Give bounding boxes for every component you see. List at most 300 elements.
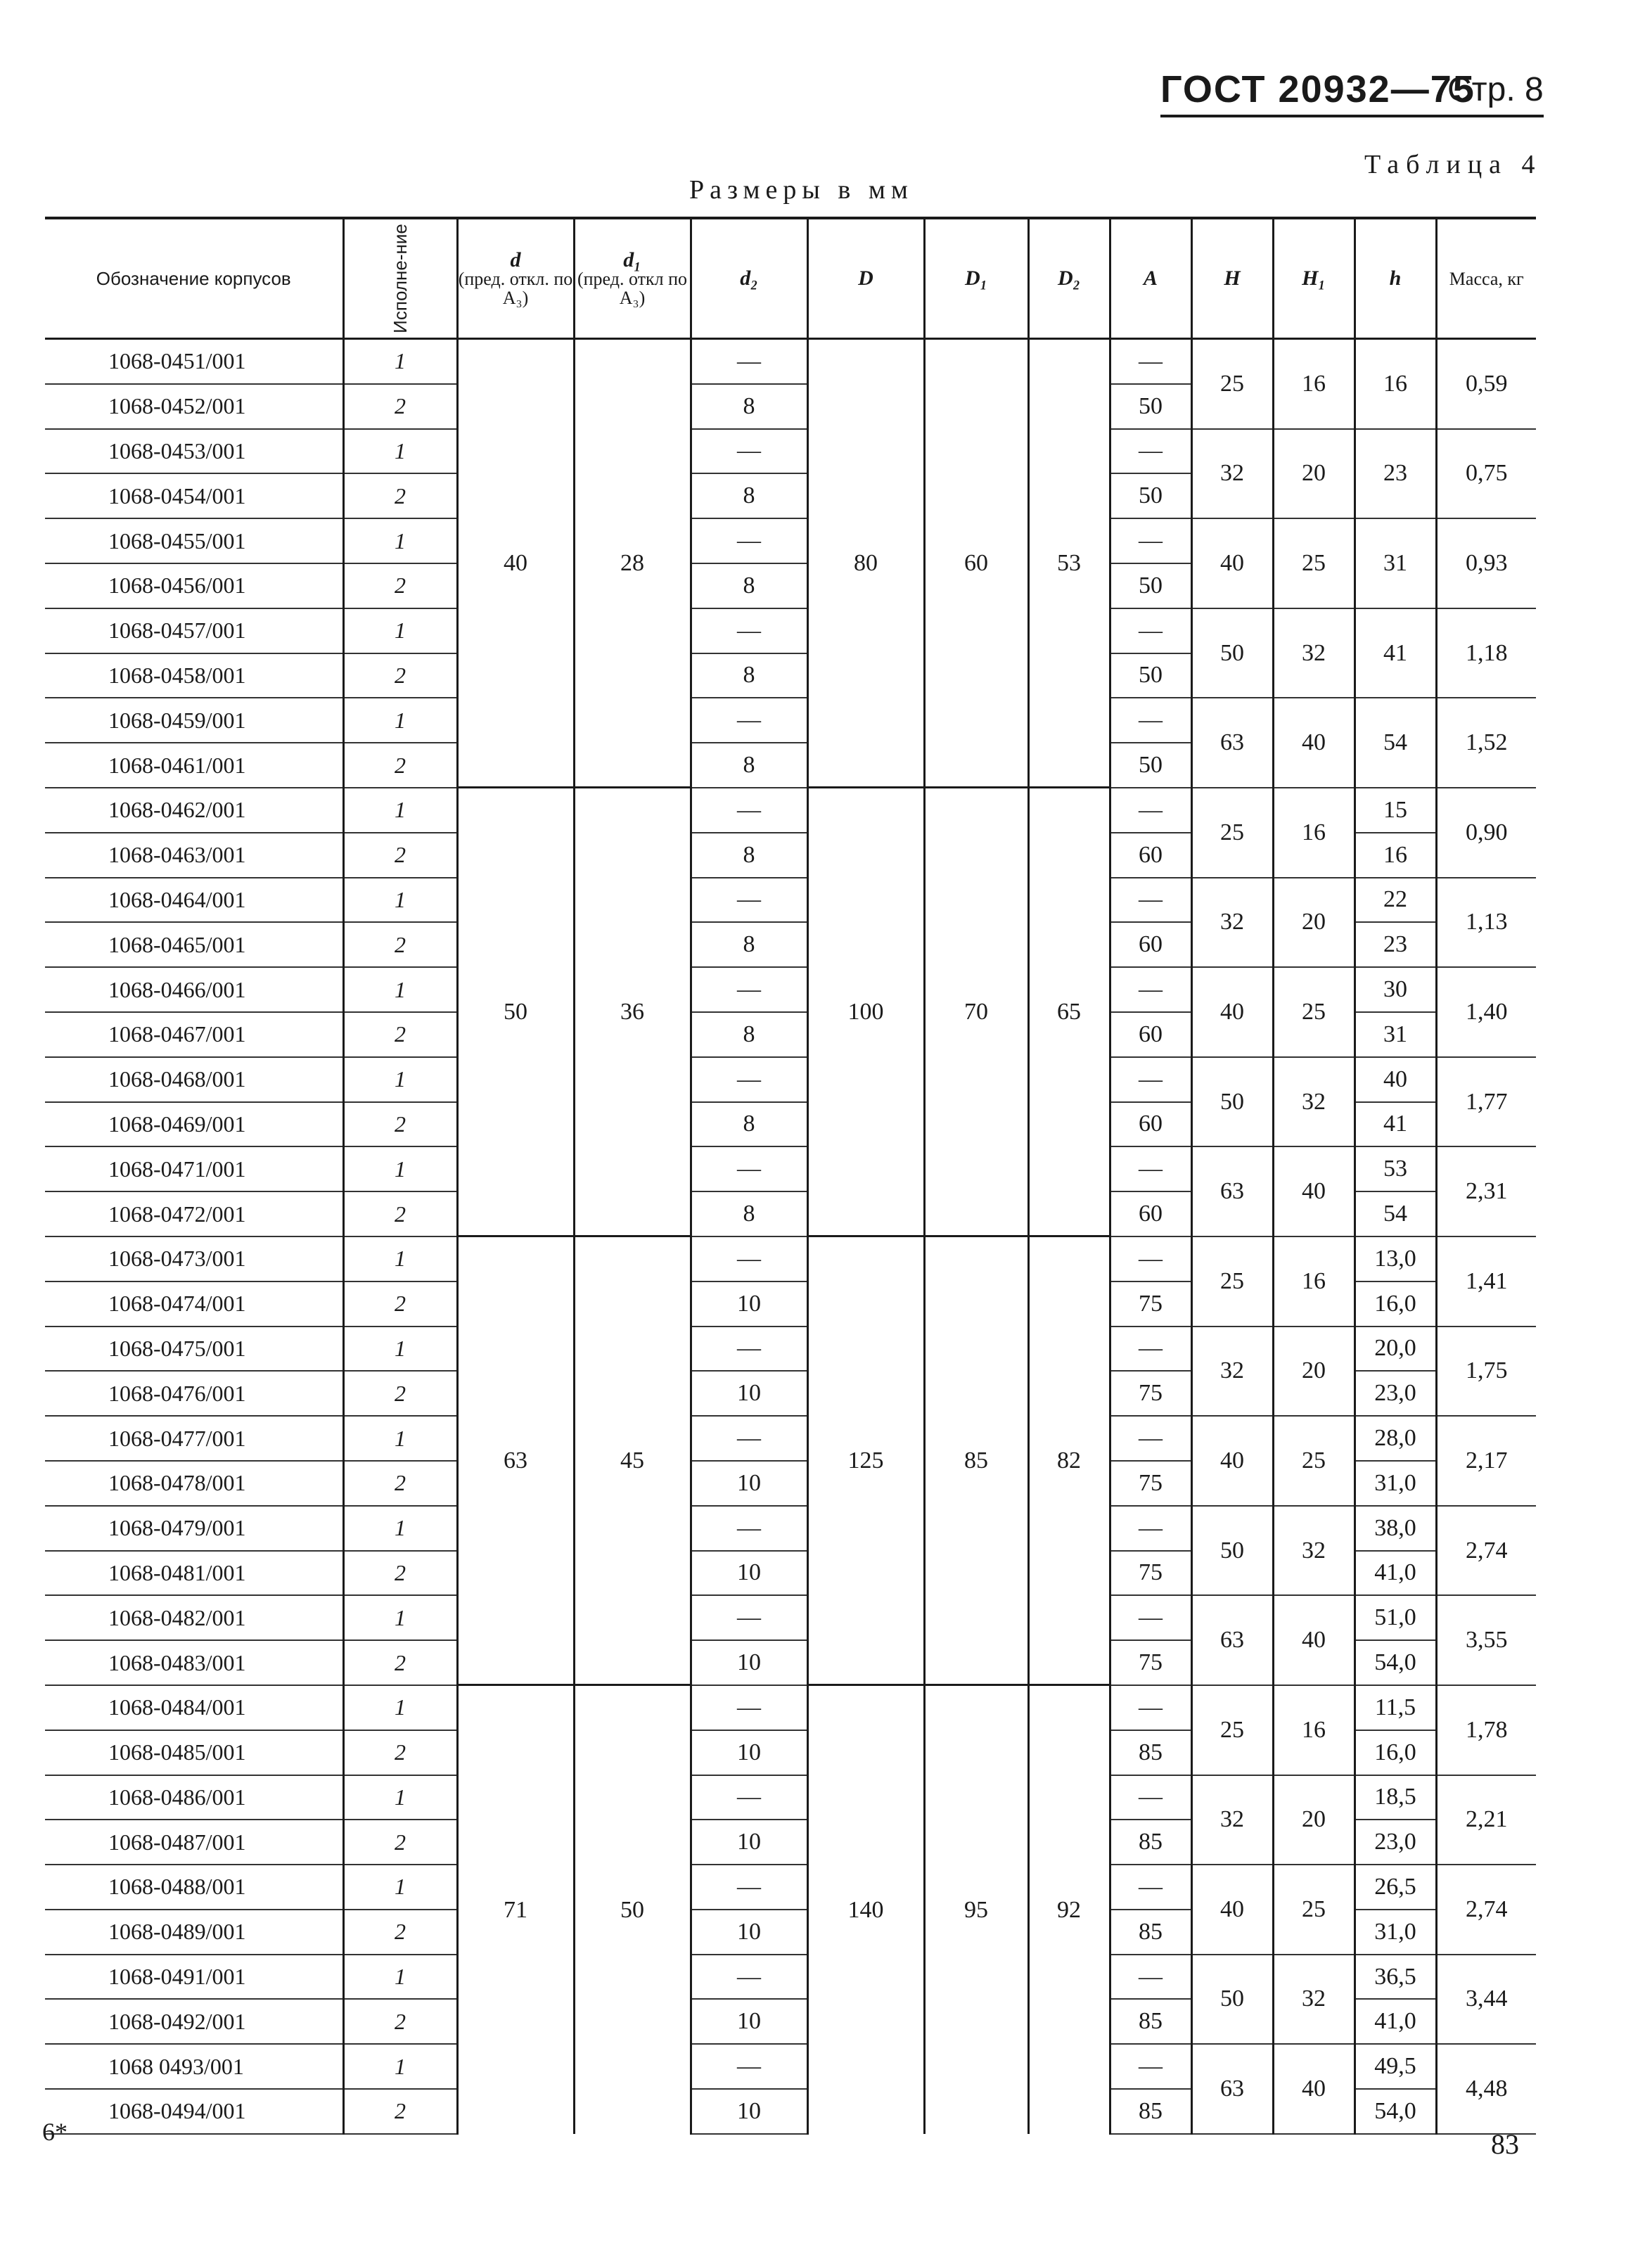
mass-cell: 1,13 <box>1436 878 1536 968</box>
mass-cell: 0,75 <box>1436 429 1536 519</box>
mass-cell: 0,90 <box>1436 788 1536 878</box>
table-row <box>45 1955 1536 2000</box>
mass-cell: 2,17 <box>1436 1416 1536 1506</box>
d2-cell: — <box>691 1595 807 1640</box>
H1-cell: 25 <box>1273 1865 1355 1955</box>
A-cell: 60 <box>1110 1191 1191 1236</box>
A-cell: 85 <box>1110 1820 1191 1865</box>
col-mass: Масса, кг <box>1436 218 1536 339</box>
h-cell: 28,0 <box>1355 1416 1436 1461</box>
designation-cell: 1068-0464/001 <box>45 878 343 923</box>
A-cell: 85 <box>1110 1999 1191 2044</box>
A-cell: — <box>1110 1865 1191 1910</box>
mass-cell: 1,78 <box>1436 1685 1536 1775</box>
table-row <box>45 698 1536 743</box>
table-row <box>45 1685 1536 1730</box>
table-row <box>45 1416 1536 1461</box>
h-cell: 16,0 <box>1355 1730 1436 1775</box>
col-d-note: (пред. откл. по A₃) <box>458 268 573 308</box>
col-D <box>807 218 924 339</box>
designation-cell: 1068-0471/001 <box>45 1146 343 1191</box>
table-row <box>45 1595 1536 1640</box>
d2-cell: — <box>691 1236 807 1281</box>
d2-cell: — <box>691 1057 807 1102</box>
D-cell: 125 <box>807 1236 924 1685</box>
version-cell: 2 <box>343 1012 457 1057</box>
H1-cell: 25 <box>1273 518 1355 608</box>
H-cell: 50 <box>1191 1057 1273 1147</box>
page-number: 83 <box>1491 2128 1519 2160</box>
version-cell: 1 <box>343 788 457 833</box>
table-row <box>45 788 1536 833</box>
d2-cell: 8 <box>691 384 807 429</box>
A-cell: 50 <box>1110 743 1191 788</box>
h-cell: 41 <box>1355 1102 1436 1147</box>
A-cell: 60 <box>1110 922 1191 967</box>
version-cell: 1 <box>343 1506 457 1551</box>
H-cell: 63 <box>1191 2044 1273 2134</box>
col-D1-symbol: D₁ <box>964 267 988 290</box>
version-cell: 2 <box>343 473 457 518</box>
d1-cell: 36 <box>574 788 691 1236</box>
col-d1-note: (пред. откл по A₃) <box>577 268 688 308</box>
d2-cell: 8 <box>691 833 807 878</box>
col-H <box>1191 218 1273 339</box>
version-cell: 1 <box>343 1685 457 1730</box>
mass-cell: 2,74 <box>1436 1865 1536 1955</box>
h-cell: 31 <box>1355 1012 1436 1057</box>
h-cell: 51,0 <box>1355 1595 1436 1640</box>
mass-cell: 1,77 <box>1436 1057 1536 1147</box>
d2-cell: — <box>691 878 807 923</box>
col-d2 <box>691 218 807 339</box>
d-cell: 71 <box>457 1685 574 2134</box>
H1-cell: 40 <box>1273 2044 1355 2134</box>
h-cell: 22 <box>1355 878 1436 923</box>
D1-cell: 60 <box>924 339 1028 788</box>
H-cell: 40 <box>1191 1865 1273 1955</box>
designation-cell: 1068-0475/001 <box>45 1327 343 1372</box>
D2-cell: 53 <box>1028 339 1110 788</box>
designation-cell: 1068-0489/001 <box>45 1910 343 1955</box>
H-cell: 50 <box>1191 608 1273 698</box>
A-cell: — <box>1110 608 1191 653</box>
A-cell: — <box>1110 788 1191 833</box>
designation-cell: 1068-0482/001 <box>45 1595 343 1640</box>
d2-cell: — <box>691 339 807 384</box>
H1-cell: 20 <box>1273 1327 1355 1417</box>
A-cell: — <box>1110 967 1191 1012</box>
mass-cell: 3,55 <box>1436 1595 1536 1685</box>
version-cell: 2 <box>343 922 457 967</box>
d2-cell: 10 <box>691 1371 807 1416</box>
version-cell: 2 <box>343 1371 457 1416</box>
H1-cell: 16 <box>1273 1236 1355 1327</box>
d2-cell: 8 <box>691 743 807 788</box>
table-row <box>45 1146 1536 1191</box>
H1-cell: 20 <box>1273 1775 1355 1865</box>
A-cell: — <box>1110 1327 1191 1372</box>
D-cell: 100 <box>807 788 924 1236</box>
A-cell: 85 <box>1110 2089 1191 2134</box>
table-body <box>45 339 1536 2134</box>
version-cell: 2 <box>343 1640 457 1685</box>
version-cell: 1 <box>343 518 457 563</box>
H1-cell: 25 <box>1273 1416 1355 1506</box>
version-cell: 1 <box>343 1327 457 1372</box>
H1-cell: 20 <box>1273 429 1355 519</box>
col-designation: Обозначение корпусов <box>45 218 343 339</box>
H-cell: 32 <box>1191 878 1273 968</box>
version-cell: 1 <box>343 1595 457 1640</box>
H1-cell: 16 <box>1273 1685 1355 1775</box>
col-d1-symbol: d₁ <box>623 248 641 271</box>
d2-cell: 10 <box>691 1999 807 2044</box>
col-h <box>1355 218 1436 339</box>
H1-cell: 25 <box>1273 967 1355 1057</box>
designation-cell: 1068-0454/001 <box>45 473 343 518</box>
d2-cell: 10 <box>691 1730 807 1775</box>
table-row <box>45 1057 1536 1102</box>
d-cell: 63 <box>457 1236 574 1685</box>
designation-cell: 1068-0494/001 <box>45 2089 343 2134</box>
designation-cell: 1068-0463/001 <box>45 833 343 878</box>
designation-cell: 1068-0469/001 <box>45 1102 343 1147</box>
designation-cell: 1068-0468/001 <box>45 1057 343 1102</box>
h-cell: 31,0 <box>1355 1910 1436 1955</box>
d2-cell: — <box>691 429 807 474</box>
table-row <box>45 518 1536 563</box>
table-row <box>45 429 1536 474</box>
version-cell: 2 <box>343 1820 457 1865</box>
D1-cell: 95 <box>924 1685 1028 2134</box>
col-H1-symbol: H₁ <box>1302 267 1326 290</box>
d2-cell: — <box>691 788 807 833</box>
col-D2-symbol: D₂ <box>1057 267 1081 290</box>
col-h-symbol: h <box>1389 267 1402 290</box>
A-cell: 50 <box>1110 563 1191 608</box>
A-cell: — <box>1110 339 1191 384</box>
h-cell: 30 <box>1355 967 1436 1012</box>
h-cell: 23,0 <box>1355 1371 1436 1416</box>
H1-cell: 40 <box>1273 698 1355 788</box>
A-cell: — <box>1110 2044 1191 2089</box>
H1-cell: 32 <box>1273 608 1355 698</box>
mass-cell: 2,74 <box>1436 1506 1536 1596</box>
version-cell: 2 <box>343 1461 457 1506</box>
designation-cell: 1068-0485/001 <box>45 1730 343 1775</box>
h-cell: 54,0 <box>1355 2089 1436 2134</box>
version-cell: 2 <box>343 1999 457 2044</box>
designation-cell: 1068-0486/001 <box>45 1775 343 1820</box>
h-cell: 23 <box>1355 922 1436 967</box>
col-version <box>343 218 457 339</box>
A-cell: 60 <box>1110 833 1191 878</box>
designation-cell: 1068-0452/001 <box>45 384 343 429</box>
h-cell: 38,0 <box>1355 1506 1436 1551</box>
h-cell: 41,0 <box>1355 1551 1436 1596</box>
designation-cell: 1068-0476/001 <box>45 1371 343 1416</box>
document-code: ГОСТ 20932—75 <box>1160 68 1475 110</box>
d1-cell: 45 <box>574 1236 691 1685</box>
designation-cell: 1068-0466/001 <box>45 967 343 1012</box>
version-cell: 2 <box>343 2089 457 2134</box>
designation-cell: 1068-0481/001 <box>45 1551 343 1596</box>
H1-cell: 32 <box>1273 1057 1355 1147</box>
table-row <box>45 1865 1536 1910</box>
version-cell: 2 <box>343 653 457 698</box>
A-cell: — <box>1110 1685 1191 1730</box>
col-D1 <box>924 218 1028 339</box>
A-cell: — <box>1110 1595 1191 1640</box>
designation-cell: 1068-0467/001 <box>45 1012 343 1057</box>
designation-cell: 1068-0455/001 <box>45 518 343 563</box>
A-cell: — <box>1110 429 1191 474</box>
A-cell: — <box>1110 878 1191 923</box>
designation-cell: 1068-0458/001 <box>45 653 343 698</box>
A-cell: — <box>1110 1955 1191 2000</box>
designation-cell: 1068-0459/001 <box>45 698 343 743</box>
d2-cell: 8 <box>691 922 807 967</box>
A-cell: 85 <box>1110 1730 1191 1775</box>
d2-cell: 8 <box>691 653 807 698</box>
mass-cell: 1,52 <box>1436 698 1536 788</box>
col-H1 <box>1273 218 1355 339</box>
table-row <box>45 1506 1536 1551</box>
H-cell: 63 <box>1191 698 1273 788</box>
mass-cell: 2,21 <box>1436 1775 1536 1865</box>
A-cell: — <box>1110 1506 1191 1551</box>
designation-cell: 1068-0453/001 <box>45 429 343 474</box>
d2-cell: 10 <box>691 1640 807 1685</box>
version-cell: 1 <box>343 339 457 384</box>
h-cell: 20,0 <box>1355 1327 1436 1372</box>
d2-cell: — <box>691 1775 807 1820</box>
h-cell: 31,0 <box>1355 1461 1436 1506</box>
designation-cell: 1068-0492/001 <box>45 1999 343 2044</box>
A-cell: — <box>1110 1775 1191 1820</box>
table-row <box>45 1327 1536 1372</box>
H-cell: 25 <box>1191 339 1273 429</box>
D2-cell: 65 <box>1028 788 1110 1236</box>
table-row <box>45 1236 1536 1281</box>
d-cell: 40 <box>457 339 574 788</box>
D-cell: 80 <box>807 339 924 788</box>
version-cell: 2 <box>343 833 457 878</box>
table-row <box>45 1775 1536 1820</box>
d2-cell: — <box>691 1955 807 2000</box>
d1-cell: 50 <box>574 1685 691 2134</box>
h-cell: 26,5 <box>1355 1865 1436 1910</box>
d2-cell: — <box>691 518 807 563</box>
dimensions-table <box>45 217 1536 2135</box>
designation-cell: 1068-0479/001 <box>45 1506 343 1551</box>
table-row <box>45 339 1536 384</box>
mass-cell: 1,18 <box>1436 608 1536 698</box>
h-cell: 49,5 <box>1355 2044 1436 2089</box>
A-cell: 85 <box>1110 1910 1191 1955</box>
d2-cell: — <box>691 1416 807 1461</box>
h-cell: 16,0 <box>1355 1281 1436 1327</box>
A-cell: — <box>1110 518 1191 563</box>
h-cell: 54 <box>1355 698 1436 788</box>
h-cell: 40 <box>1355 1057 1436 1102</box>
col-D2 <box>1028 218 1110 339</box>
H-cell: 63 <box>1191 1146 1273 1236</box>
A-cell: — <box>1110 1146 1191 1191</box>
designation-cell: 1068-0483/001 <box>45 1640 343 1685</box>
H-cell: 25 <box>1191 788 1273 878</box>
col-A <box>1110 218 1191 339</box>
col-A-symbol: A <box>1143 267 1158 290</box>
H-cell: 32 <box>1191 1775 1273 1865</box>
version-cell: 1 <box>343 608 457 653</box>
designation-cell: 1068-0473/001 <box>45 1236 343 1281</box>
d2-cell: — <box>691 1685 807 1730</box>
d2-cell: — <box>691 608 807 653</box>
version-cell: 1 <box>343 1955 457 2000</box>
col-d <box>457 218 574 339</box>
d2-cell: 8 <box>691 1102 807 1147</box>
col-version-label: Исполне-ние <box>390 224 411 333</box>
header-rule <box>1160 115 1544 117</box>
col-D-symbol: D <box>858 267 873 290</box>
H-cell: 25 <box>1191 1685 1273 1775</box>
H1-cell: 20 <box>1273 878 1355 968</box>
H-cell: 50 <box>1191 1955 1273 2045</box>
version-cell: 1 <box>343 698 457 743</box>
A-cell: 50 <box>1110 473 1191 518</box>
mass-cell: 3,44 <box>1436 1955 1536 2045</box>
version-cell: 1 <box>343 1236 457 1281</box>
version-cell: 1 <box>343 1775 457 1820</box>
designation-cell: 1068-0491/001 <box>45 1955 343 2000</box>
designation-cell: 1068-0478/001 <box>45 1461 343 1506</box>
designation-cell: 1068-0461/001 <box>45 743 343 788</box>
designation-cell: 1068-0451/001 <box>45 339 343 384</box>
H-cell: 40 <box>1191 518 1273 608</box>
A-cell: — <box>1110 1236 1191 1281</box>
h-cell: 15 <box>1355 788 1436 833</box>
version-cell: 2 <box>343 1281 457 1327</box>
mass-cell: 0,59 <box>1436 339 1536 429</box>
D1-cell: 85 <box>924 1236 1028 1685</box>
d1-cell: 28 <box>574 339 691 788</box>
h-cell: 41,0 <box>1355 1999 1436 2044</box>
A-cell: 75 <box>1110 1461 1191 1506</box>
header-row <box>45 218 1536 339</box>
H-cell: 50 <box>1191 1506 1273 1596</box>
d2-cell: 10 <box>691 1281 807 1327</box>
version-cell: 2 <box>343 743 457 788</box>
designation-cell: 1068-0474/001 <box>45 1281 343 1327</box>
version-cell: 2 <box>343 1551 457 1596</box>
h-cell: 13,0 <box>1355 1236 1436 1281</box>
H1-cell: 32 <box>1273 1955 1355 2045</box>
A-cell: 75 <box>1110 1640 1191 1685</box>
d2-cell: — <box>691 1865 807 1910</box>
h-cell: 36,5 <box>1355 1955 1436 2000</box>
col-d1 <box>574 218 691 339</box>
D-cell: 140 <box>807 1685 924 2134</box>
d2-cell: 8 <box>691 473 807 518</box>
designation-cell: 1068-0465/001 <box>45 922 343 967</box>
h-cell: 54 <box>1355 1191 1436 1236</box>
d2-cell: 10 <box>691 1551 807 1596</box>
version-cell: 2 <box>343 384 457 429</box>
A-cell: 75 <box>1110 1281 1191 1327</box>
mass-cell: 1,41 <box>1436 1236 1536 1327</box>
H1-cell: 16 <box>1273 339 1355 429</box>
h-cell: 54,0 <box>1355 1640 1436 1685</box>
h-cell: 18,5 <box>1355 1775 1436 1820</box>
version-cell: 2 <box>343 1191 457 1236</box>
h-cell: 41 <box>1355 608 1436 698</box>
version-cell: 2 <box>343 1910 457 1955</box>
A-cell: — <box>1110 1416 1191 1461</box>
version-cell: 1 <box>343 1416 457 1461</box>
mass-cell: 2,31 <box>1436 1146 1536 1236</box>
d2-cell: 10 <box>691 1910 807 1955</box>
h-cell: 31 <box>1355 518 1436 608</box>
folio-mark: 6* <box>42 2118 68 2146</box>
version-cell: 1 <box>343 1146 457 1191</box>
A-cell: 50 <box>1110 384 1191 429</box>
table-row <box>45 608 1536 653</box>
A-cell: 60 <box>1110 1012 1191 1057</box>
D2-cell: 82 <box>1028 1236 1110 1685</box>
h-cell: 23,0 <box>1355 1820 1436 1865</box>
A-cell: — <box>1110 698 1191 743</box>
A-cell: 75 <box>1110 1371 1191 1416</box>
version-cell: 1 <box>343 878 457 923</box>
H-cell: 25 <box>1191 1236 1273 1327</box>
d-cell: 50 <box>457 788 574 1236</box>
table-row <box>45 967 1536 1012</box>
d2-cell: — <box>691 698 807 743</box>
A-cell: — <box>1110 1057 1191 1102</box>
designation-cell: 1068-0477/001 <box>45 1416 343 1461</box>
D1-cell: 70 <box>924 788 1028 1236</box>
table-row <box>45 2044 1536 2089</box>
version-cell: 2 <box>343 563 457 608</box>
mass-cell: 1,75 <box>1436 1327 1536 1417</box>
designation-cell: 1068-0462/001 <box>45 788 343 833</box>
d2-cell: — <box>691 967 807 1012</box>
mass-cell: 4,48 <box>1436 2044 1536 2134</box>
units-caption: Размеры в мм <box>689 175 914 205</box>
d2-cell: 10 <box>691 1820 807 1865</box>
designation-cell: 1068-0488/001 <box>45 1865 343 1910</box>
version-cell: 1 <box>343 429 457 474</box>
d2-cell: 10 <box>691 2089 807 2134</box>
designation-cell: 1068-0472/001 <box>45 1191 343 1236</box>
d2-cell: 8 <box>691 563 807 608</box>
table-label: Таблица 4 <box>1364 150 1542 179</box>
version-cell: 1 <box>343 967 457 1012</box>
mass-cell: 1,40 <box>1436 967 1536 1057</box>
H-cell: 40 <box>1191 967 1273 1057</box>
H-cell: 40 <box>1191 1416 1273 1506</box>
table-row <box>45 878 1536 923</box>
h-cell: 16 <box>1355 833 1436 878</box>
A-cell: 60 <box>1110 1102 1191 1147</box>
d2-cell: — <box>691 2044 807 2089</box>
designation-cell: 1068-0487/001 <box>45 1820 343 1865</box>
H1-cell: 32 <box>1273 1506 1355 1596</box>
H1-cell: 40 <box>1273 1595 1355 1685</box>
A-cell: 75 <box>1110 1551 1191 1596</box>
